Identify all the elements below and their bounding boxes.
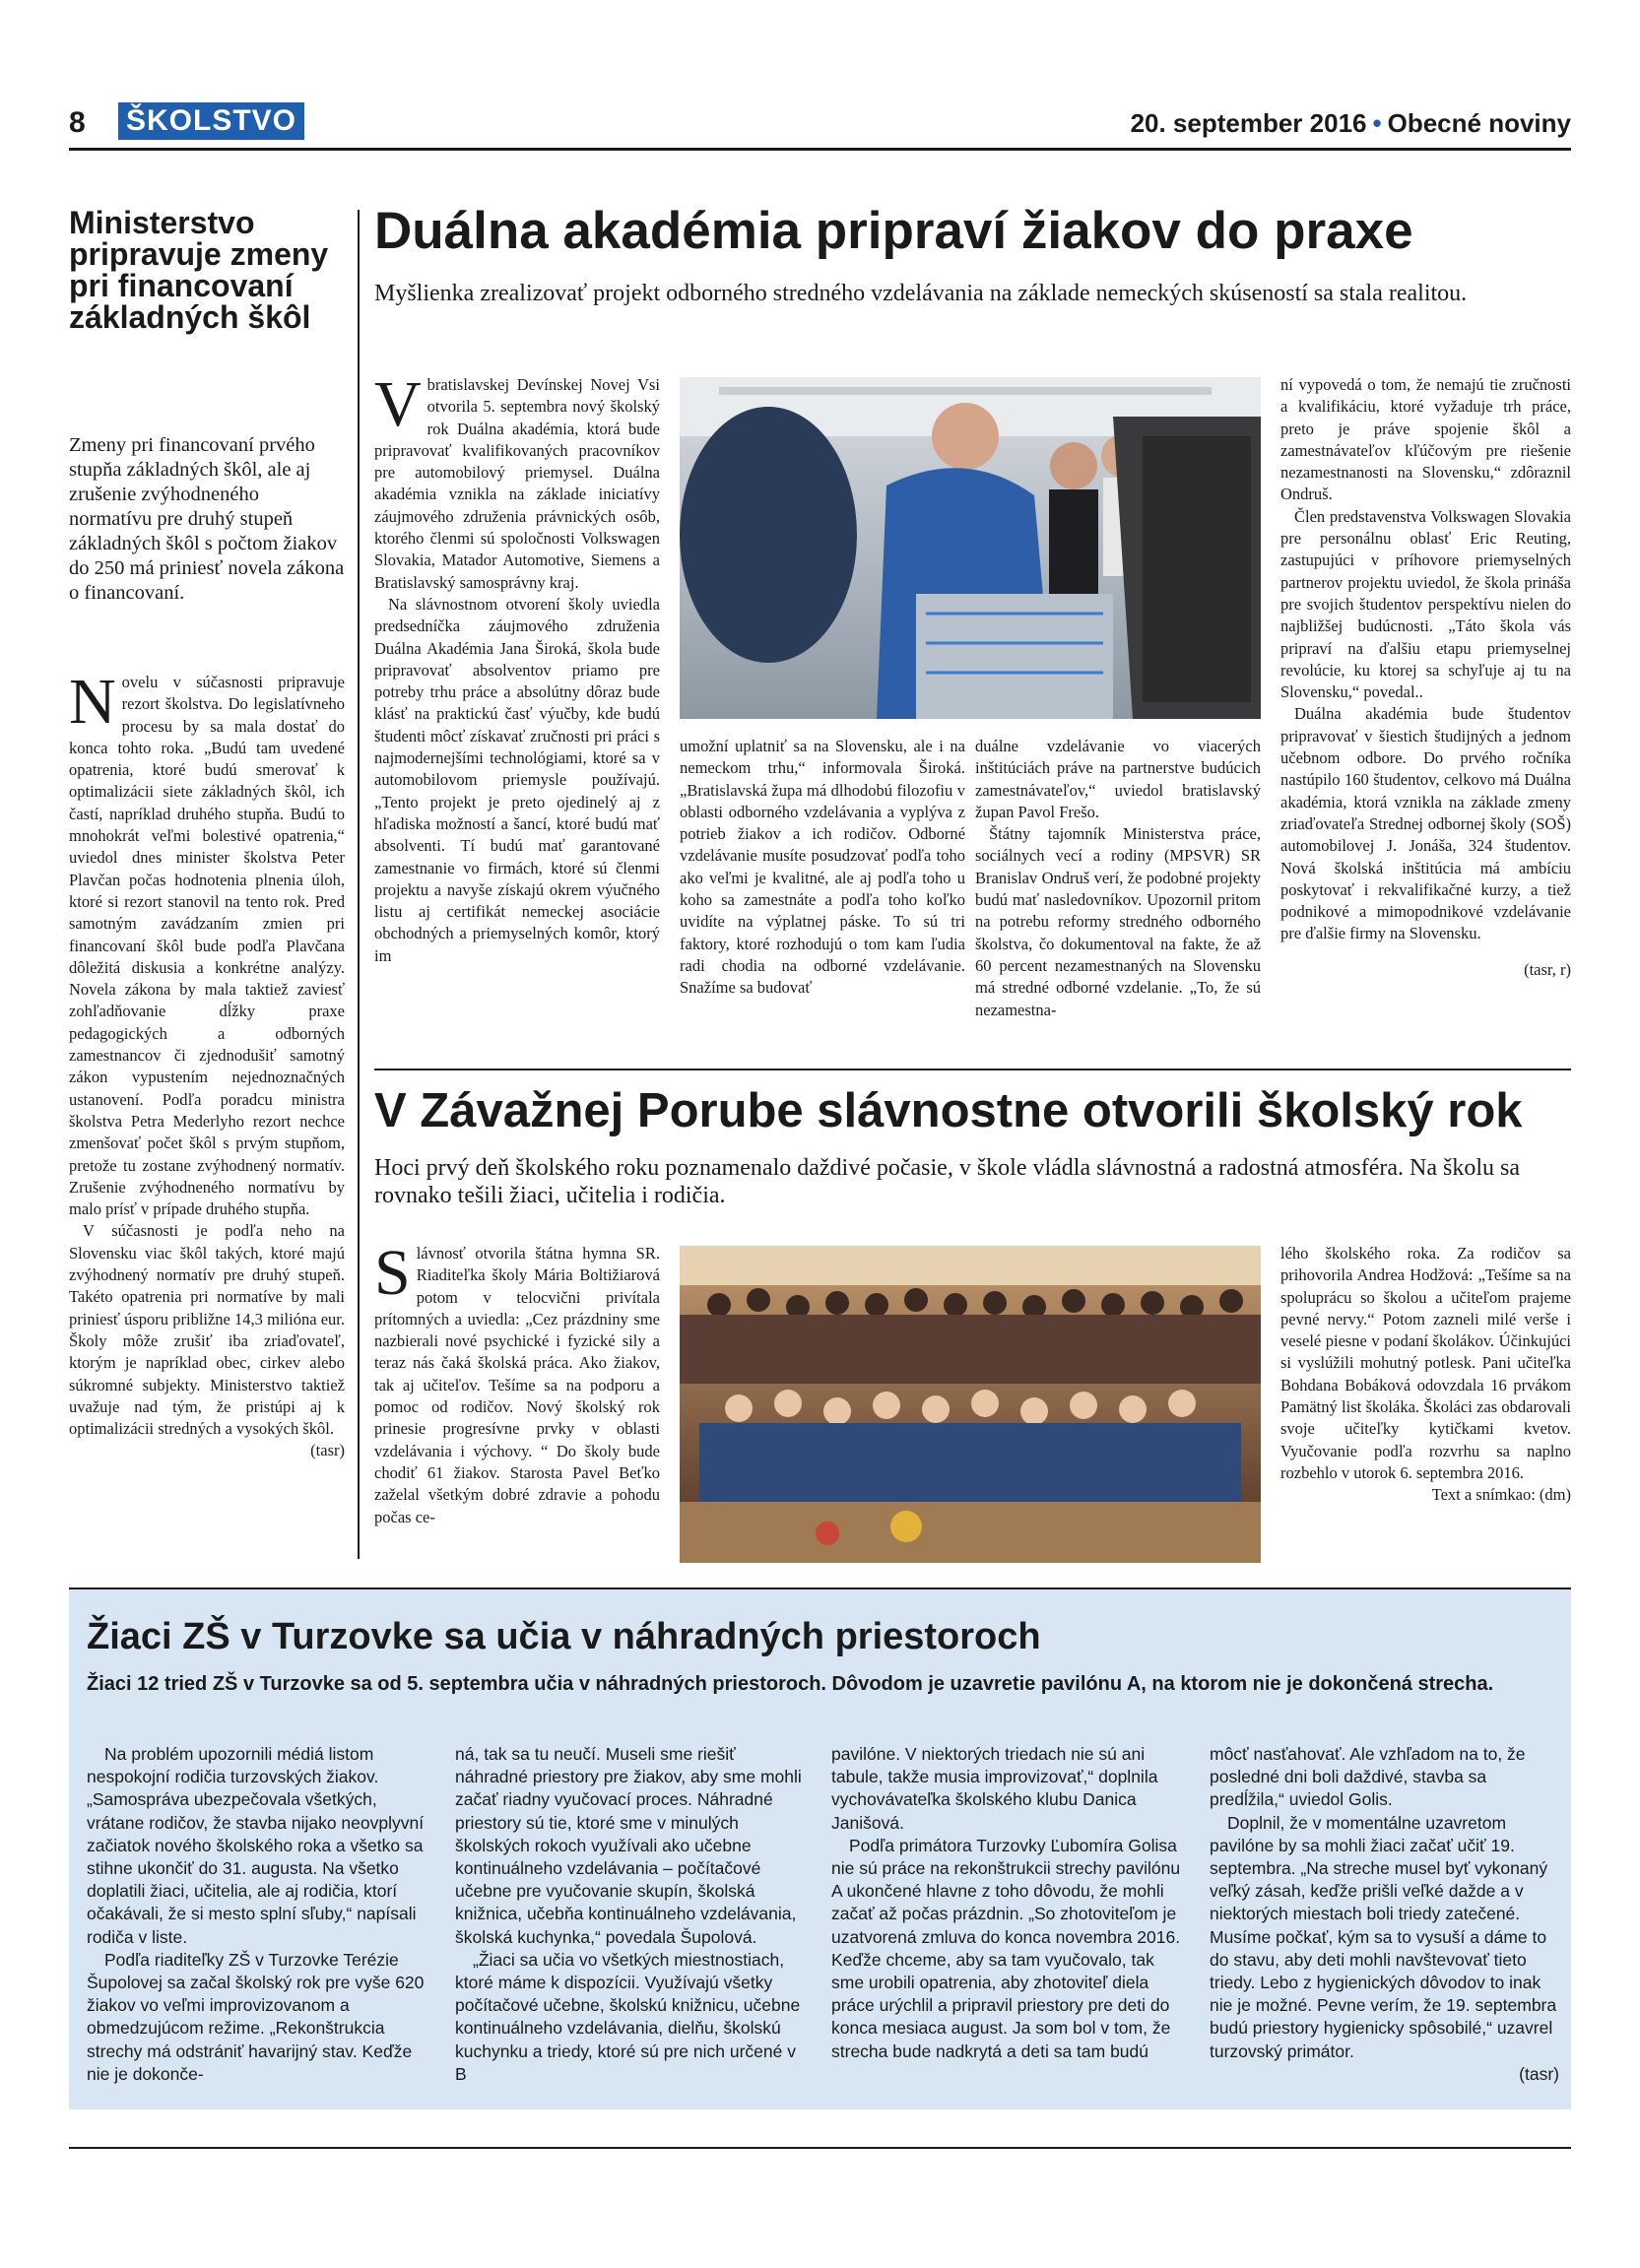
sidebar-body (69, 666, 345, 1462)
paragraph: lávnosť otvorila štátna hymna SR. Riaditeľka školy Mária Boltižiarová potom v telocvični privítala prítomných a uviedla: „Cez prázdniny sme nazbierali nové psychické i fyzické sily a teraz nás čaká školská práca. Ako žiakov, tak aj učiteľov. Tešíme sa na podporu a pomoc od rodičov. Nový školský rok prinesie progresívne prvky v oblasti vzdelávania i výchovy. “ Do školy bude chodiť 61 žiakov. Starosta Pavel Beťko zaželal všetkým dobré zdravie a pohodu počas ce- (374, 1244, 660, 1526)
paragraph: bratislavskej Devínskej Novej Vsi otvorila 5. septembra nový školský rok Duálna akadémia, ktorá bude pripravovať kvalifikovaných pracovníkov pre automobilový priemysel. Duálna akadémia vznikla na základe iniciatívy záujmového združenia právnických osôb, ktorého členmi sú spoločnosti Volkswagen Slovakia, Matador Automotive, Siemens a Bratislavský samosprávny kraj. (374, 375, 660, 592)
article-column (374, 1237, 660, 1528)
sidebar-headline: Ministerstvo pripravuje zmeny pri financovaní základných škôl (69, 205, 329, 335)
paragraph: Na problém upozornili médiá listom nespokojní rodičia turzovských žiakov. „Samospráva ubezpečovala všetkých, vrátane rodičov, že stavba nijako neovplyvní začiatok nového školského roka a všetko sa stihne ukončiť do 31. augusta. Na všetko doplatili žiaci, učitelia, ale aj rodičia, ktorí očakávali, že si mesto splní sľuby,“ napísali rodiča v liste. (87, 1744, 425, 1947)
paragraph: lého školského roka. Za rodičov sa prihovorila Andrea Hodžová: „Tešíme sa na spoluprácu so školou a učiteľom prajeme pevné nervy.“ Potom zazneli milé verše i veselé piesne v podaní školákov. Účinkujúci si vyslúžili mohutný potlesk. Pani učiteľka Bohdana Bobáková odovzdala 16 prvákom Pamätný list školáka. Školáci zas obdarovali svoje učiteľky kytičkami kvetov. Vyučovanie podľa rozvrhu sa naplno rozbehlo v utorok 6. septembra 2016. (1280, 1244, 1571, 1482)
article-column (374, 368, 660, 967)
dropcap: N (69, 666, 116, 738)
byline: (tasr) (310, 1441, 345, 1460)
paragraph: ovelu v súčasnosti pripravuje rezort školstva. Do legislatívneho procesu by sa mala dostať do konca tohto roka. „Budú tam uvedené opatrenia, ktoré budú smerovať k optimalizácii siete základných škôl, ich častí, napríklad druhého stupňa. Budú to mnohokrát veľmi bolestivé opatrenia,“ uviedol dnes minister školstva Peter Plavčan počas hodnotenia plnenia úloh, ktoré si rezort stanovil na tento rok. Pred samotným zavádzaním zmien pri financovaní škôl bude podľa Plavčana dôležitá diskusia a konkrétne analýzy. Novela zákona by mala taktiež zaviesť zohľadňovanie dĺžky praxe pedagogických a odborných zamestnancov či zjednodušiť samotný zákon vypustením nejednoznačných ustanovení. Podľa poradcu ministra školstva Petra Mederlyho rezort nechce zmenšovať počet škôl s prvým stupňom, pretože tu zostane zvýhodnený normatív. Zrušenie zvýhodneného normatívu by malo prísť v prípade druhého stupňa. (69, 673, 345, 1219)
byline: Text a snímkao: (dm) (1431, 1485, 1571, 1505)
article-divider (374, 1069, 1571, 1070)
article-column (975, 736, 1261, 1021)
paragraph: umožní uplatniť sa na Slovensku, ale i na nemeckom trhu,“ informovala Široká.„Bratislavská župa má dlhodobú filozofiu v oblasti odborného vzdelávania a vyplýva z potrieb žiakov a ich rodičov. Odborné vzdelávanie musíte posudzovať podľa toho ako veľmi je kvalitné, ale aj podľa toho u koho sa zamestnáte a podľa toho koľko uvidíte na výplatnej páske. To sú tri faktory, ktoré rozhodujú o tom kam ľudia radi chodia na odborné vzdelávanie. Snažíme sa budovať (680, 737, 965, 998)
paragraph: „Žiaci sa učia vo všetkých miestnostiach, ktoré máme k dispozícii. Využívajú všetky počítačové učebne, školskú knižnicu, učebne kontinuálneho vzdelávania, dielňu, školskú kuchynku a triedy, ktoré sú pre nich určené v B (455, 1949, 801, 2084)
publication-name: Obecné noviny (1387, 108, 1571, 138)
issue-date: 20. september 2016 (1130, 108, 1367, 138)
page-number: 8 (69, 106, 86, 139)
byline: (tasr) (1519, 2063, 1559, 2084)
paragraph: V súčasnosti je podľa neho na Slovensku viac škôl takých, ktoré majú zvýhodnený normatív pre druhý stupeň. Takéto opatrenia pri normatíve by mali priniesť úsporu približne 14,3 milióna eur. Školy môže zrušiť iba zriaďovateľ, ktorým je napríklad obec, cirkev alebo súkromné subjekty. Ministerstvo taktiež uvažuje nad tým, že pristúpi aj k optimalizácii stredných a vysokých škôl. (69, 1221, 345, 1439)
article-headline: Duálna akadémia pripraví žiakov do praxe (374, 202, 1413, 260)
paragraph: pavilóne. V niektorých triedach nie sú ani tabule, takže musia improvizovať,“ doplnila vychovávateľka školského klubu Danica Janišová. (831, 1744, 1158, 1833)
ceremony-photo-image (680, 1246, 1261, 1563)
paragraph: Na slávnostnom otvorení školy uviedla predsedníčka záujmového združenia Duálna Akadémia Jana Široká, škola bude pripravovať absolventov priamo pre potreby trhu práce a absolútny dôraz bude klásť na praktickú časť výučby, kde budú študenti môcť získavať zručnosti pri práci s najmodernejšími technológiami, ktoré sa v automobilovom priemysle používajú. „Tento projekt je preto ojedinelý aj z hľadiska možností a šancí, ktoré budú mať absolventi. Tí budú mať garantované zamestnanie vo firmách, ktoré sú členmi projektu a navyše získajú okrem výučného listu aj certifikát nemeckej asociácie obchodných a priemyselných komôr, ktorý im (374, 594, 660, 965)
box-column (1210, 1743, 1559, 2086)
paragraph: Duálna akadémia bude študentov pripravovať v šiestich študijných a jednom učebnom odbore. Do prvého ročníka nastúpilo 160 študentov, celkovo má Duálna akadémia, ktorá vznikla na základe zmeny zriaďovateľa Strednej odbornej školy (SOŠ) automobilovej J. Jonáša, 324 študentov. Nová školská inštitúcia má ambíciu poskytovať i rekvalifikačné kurzy, a tiež podnikové a mimopodnikové vzdelávanie pre ďalšie firmy na Slovensku. (1280, 704, 1571, 943)
paragraph: Štátny tajomník Ministerstva práce, sociálnych vecí a rodiny (MPSVR) SR Branislav Ondruš verí, že podobné projekty budú mať nasledovníkov. Upozornil pritom na potrebu reformy stredného odborného školstva, čo dokumentoval na fakte, že až 60 percent nezamestnaných na Slovensku má stredné odborné vzdelanie. „To, že sú nezamestna- (975, 824, 1261, 1019)
article-lead: Hoci prvý deň školského roku poznamenalo daždivé počasie, v škole vládla slávnostná a radostná atmosféra. Na školu sa rovnako tešili žiaci, učitelia i rodičia. (374, 1155, 1521, 1208)
section-label: ŠKOLSTVO (118, 102, 304, 140)
box-headline: Žiaci ZŠ v Turzovke sa učia v náhradných priestoroch (87, 1616, 1041, 1657)
box-lead: Žiaci 12 tried ZŠ v Turzovke sa od 5. septembra učia v náhradných priestoroch. Dôvodom je uzavretie pavilónu A, na ktorom nie je dokončená strecha. (87, 1673, 1494, 1695)
sidebar-lead: Zmeny pri financovaní prvého stupňa základných škôl, ale aj zrušenie zvýhodneného normatívu pre druhý stupeň základných škôl s počtom žiakov do 250 má priniesť novela zákona o financovaní. (69, 434, 345, 604)
paragraph: Podľa riaditeľky ZŠ v Turzovke Terézie Šupolovej sa začal školský rok pre vyše 620 žiakov vo veľmi improvizovanom a obmedzujúcom režime. „Rekonštrukcia strechy má odstrániť havarijný stav. Keďže nie je dokonče- (87, 1949, 425, 2084)
article-lead: Myšlienka zrealizovať projekt odborného stredného vzdelávania na základe nemeckých skúseností sa stala realitou. (374, 281, 1468, 306)
separator-dot: • (1372, 108, 1382, 138)
byline: (tasr, r) (1524, 959, 1571, 979)
box-column (831, 1743, 1181, 2063)
article-column (680, 736, 965, 1000)
paragraph: Podľa primátora Turzovky Ľubomíra Golisa nie sú práce na rekonštrukcii strechy pavilónu A ukončené hlavne z toho dôvodu, že mohli začať až počas prázdnin. „So zhotoviteľom je uzatvorená zmluva do konca novembra 2016. Keďže chceme, aby sa tam vyučovalo, tak sme urobili opatrenia, aby zhotoviteľ diela práce urýchlil a pripravil priestory pre deti do konca mesiaca august. Ja som bol v tom, že strecha bude nadkrytá a deti sa tam budú (831, 1835, 1181, 2061)
dropcap: V (374, 368, 422, 440)
workshop-photo-image (680, 377, 1261, 719)
paragraph: Člen predstavenstva Volkswagen Slovakia pre personálnu oblasť Eric Reuting, zastupujúci v príhovore priemyselných partnerov projektu uviedol, že škola prináša pre svojich študentov perspektívu nielen do najbližšej budúcnosti. „Táto škola vás pripraví na ďalšiu etapu priemyselnej revolúcie, ku ktorej sa schyľuje aj tu na Slovensku,“ povedal.. (1280, 506, 1571, 702)
paragraph: ná, tak sa tu neučí. Museli sme riešiť náhradné priestory pre žiakov, aby sme mohli začať riadny vyučovací proces. Náhradné priestory sú tie, ktoré sme v minulých školských rokoch využívali ako učebne kontinuálneho vzdelávania – počítačové učebne pre vyučovanie skupín, školská knižnica, učebňa kontinuálneho vzdelávania, školská kuchynka,“ povedala Šupolová. (455, 1744, 802, 1947)
paragraph: Doplnil, že v momentálne uzavretom pavilóne by sa mohli žiaci začať učiť 19. septembra. „Na streche musel byť vykonaný veľký zásah, keďže prišli veľké dažde a v niektorých miestach boli triedy zatečené. Musíme počkať, kým sa to vysuší a dáme to do stavu, aby deti mohli navštevovať tieto triedy. Lebo z hygienických dôvodov to inak nie je možné. Pevne verím, že 19. septembra budú priestory hygienicky spôsobilé,“ uzavrel turzovský primátor. (1210, 1812, 1557, 2061)
box-column (455, 1743, 805, 2086)
box-column (87, 1743, 436, 2086)
paragraph: ní vypovedá o tom, že nemajú tie zručnosti a kvalifikáciu, ktoré vyžaduje trh práce, preto je práve spojenie škôl a zamestnávateľov kľúčovým pre riešenie nezamestnanosti na Slovensku,“ zdôraznil Ondruš. (1280, 375, 1571, 504)
paragraph: duálne vzdelávanie vo viacerých inštitúciách práve na partnerstve budúcich zamestnávateľov,“ uviedol bratislavský župan Pavol Frešo. (975, 737, 1261, 821)
header-rule (69, 148, 1571, 151)
box-top-rule (69, 1588, 1571, 1589)
paragraph: môcť nasťahovať. Ale vzhľadom na to, že posledné dni boli daždivé, stavba sa predĺžila,“ uviedol Golis. (1210, 1744, 1526, 1810)
column-divider (358, 210, 360, 1559)
workshop-photo (680, 377, 1261, 719)
dropcap: S (374, 1237, 411, 1309)
article-column (1280, 374, 1571, 981)
article-headline: V Závažnej Porube slávnostne otvorili školský rok (374, 1084, 1523, 1137)
ceremony-photo (680, 1246, 1261, 1563)
footer-rule (69, 2147, 1571, 2149)
article-column (1280, 1243, 1571, 1507)
dateline (1131, 108, 1571, 139)
